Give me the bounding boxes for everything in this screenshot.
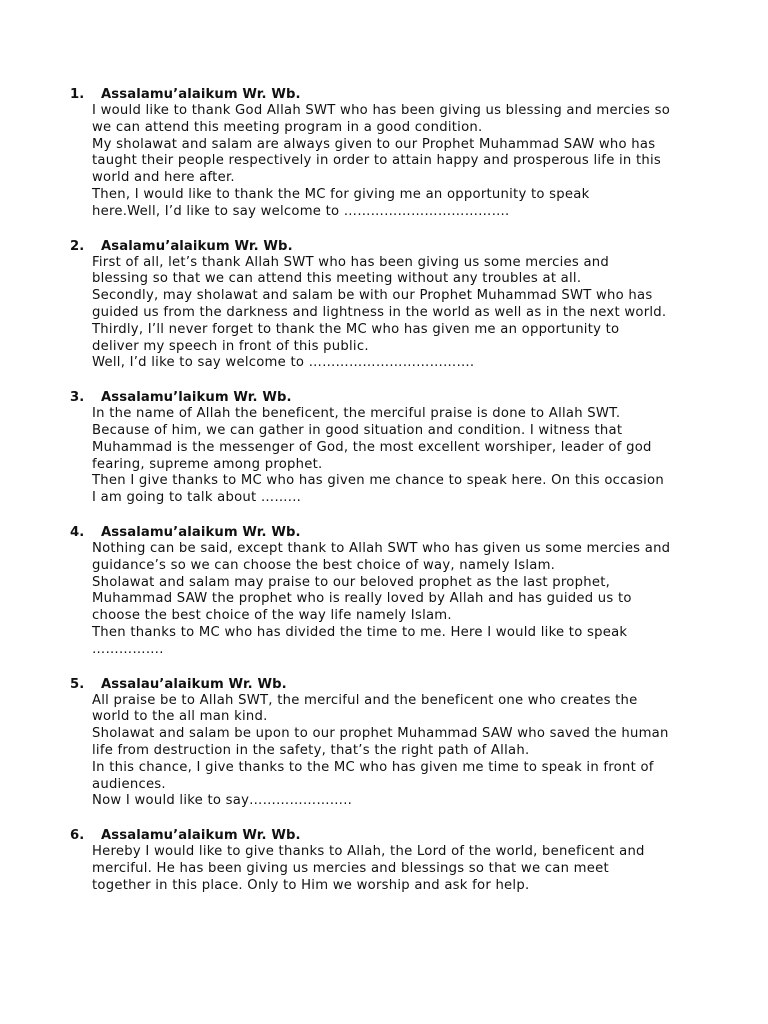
paragraph-line: we can attend this meeting program in a good condition. (92, 119, 483, 135)
paragraph-line: merciful. He has been giving us mercies and blessings so that we can meet (92, 860, 609, 876)
paragraph-line: Muhammad is the messenger of God, the most excellent worshiper, leader of god (92, 439, 652, 455)
greeting: Assalamu’alaikum Wr. Wb. (101, 87, 301, 102)
paragraph-line: First of all, let’s thank Allah SWT who has been giving us some mercies and (92, 254, 610, 270)
paragraph-line: My sholawat and salam are always given to our Prophet Muhammad SAW who has (92, 136, 656, 152)
paragraph-line: Nothing can be said, except thank to Allah SWT who has given us some mercies and (92, 540, 671, 556)
paragraph-line: Sholawat and salam may praise to our beloved prophet as the last prophet, (92, 574, 611, 590)
paragraph-line: Now I would like to say………………….. (92, 793, 353, 809)
paragraph-line: blessing so that we can attend this meeting without any troubles at all. (92, 271, 582, 287)
item-number: 5. (70, 676, 85, 692)
paragraph-line: world and here after. (92, 170, 235, 186)
paragraph-line: Then, I would like to thank the MC for giving me an opportunity to speak (92, 186, 590, 202)
paragraph-line: world to the all man kind. (92, 709, 268, 725)
paragraph-line: deliver my speech in front of this public. (92, 338, 369, 354)
list-item (0, 827, 768, 894)
paragraph-line: guidance’s so we can choose the best choice of way, namely Islam. (92, 557, 556, 573)
greeting: Assalamu’alaikum Wr. Wb. (101, 524, 301, 540)
paragraph-line: fearing, supreme among prophet. (92, 456, 323, 472)
list-item (0, 86, 768, 221)
list-item (0, 676, 768, 811)
greeting: Assalamu’laikum Wr. Wb. (101, 390, 292, 406)
paragraph-line: Secondly, may sholawat and salam be with our Prophet Muhammad SWT who has (92, 288, 653, 304)
paragraph-line: Muhammad SAW the prophet who is really loved by Allah and has guided us to (92, 591, 632, 607)
greeting: Asalamu’alaikum Wr. Wb. (101, 238, 293, 254)
greeting: Assalau’alaikum Wr. Wb. (101, 676, 287, 692)
list-item (0, 389, 768, 507)
paragraph-line: Then I give thanks to MC who has given me chance to speak here. On this occasion (92, 473, 664, 489)
paragraph-line: choose the best choice of the way life namely Islam. (92, 608, 452, 624)
item-heading (0, 238, 768, 255)
item-number: 4. (70, 524, 85, 540)
item-number: 6. (70, 828, 85, 844)
paragraph-line: Sholawat and salam be upon to our prophet Muhammad SAW who saved the human (92, 726, 669, 742)
paragraph-line: All praise be to Allah SWT, the merciful and the beneficent one who creates the (92, 692, 638, 708)
paragraph-line: ……………. (92, 641, 164, 657)
item-heading (0, 389, 768, 406)
paragraph-line: together in this place. Only to Him we worship and ask for help. (92, 877, 530, 893)
document-page (0, 86, 768, 911)
paragraph-line: Because of him, we can gather in good situation and condition. I witness that (92, 422, 623, 438)
list-item (0, 524, 768, 659)
item-number: 1. (70, 87, 85, 102)
paragraph-line: Hereby I would like to give thanks to Allah, the Lord of the world, beneficent and (92, 844, 645, 860)
item-heading (0, 524, 768, 541)
item-heading (0, 676, 768, 693)
paragraph-line: taught their people respectively in order to attain happy and prosperous life in this (92, 153, 662, 169)
paragraph-line: I am going to talk about ……... (92, 490, 302, 506)
paragraph-line: Then thanks to MC who has divided the time to me. Here I would like to speak (92, 624, 628, 640)
paragraph-line: Well, I’d like to say welcome to ………………………………. (92, 355, 475, 371)
paragraph-line: I would like to thank God Allah SWT who has been giving us blessing and mercies so (92, 103, 671, 118)
paragraph-line: here.Well, I’d like to say welcome to ………………………………. (92, 203, 510, 219)
paragraph-line: In this chance, I give thanks to the MC who has given me time to speak in front of (92, 759, 654, 775)
paragraph-line: In the name of Allah the beneficent, the merciful praise is done to Allah SWT. (92, 406, 621, 422)
paragraph-line: audiences. (92, 776, 166, 792)
greeting: Assalamu’alaikum Wr. Wb. (101, 828, 301, 844)
paragraph-line: Thirdly, I’ll never forget to thank the MC who has given me an opportunity to (92, 321, 620, 337)
item-number: 2. (70, 238, 85, 254)
item-heading (0, 827, 768, 844)
list-item (0, 238, 768, 373)
item-number: 3. (70, 390, 85, 406)
paragraph-line: life from destruction in the safety, that’s the right path of Allah. (92, 742, 530, 758)
paragraph-line: guided us from the darkness and lightness in the world as well as in the next world. (92, 304, 667, 320)
item-heading (0, 86, 768, 103)
